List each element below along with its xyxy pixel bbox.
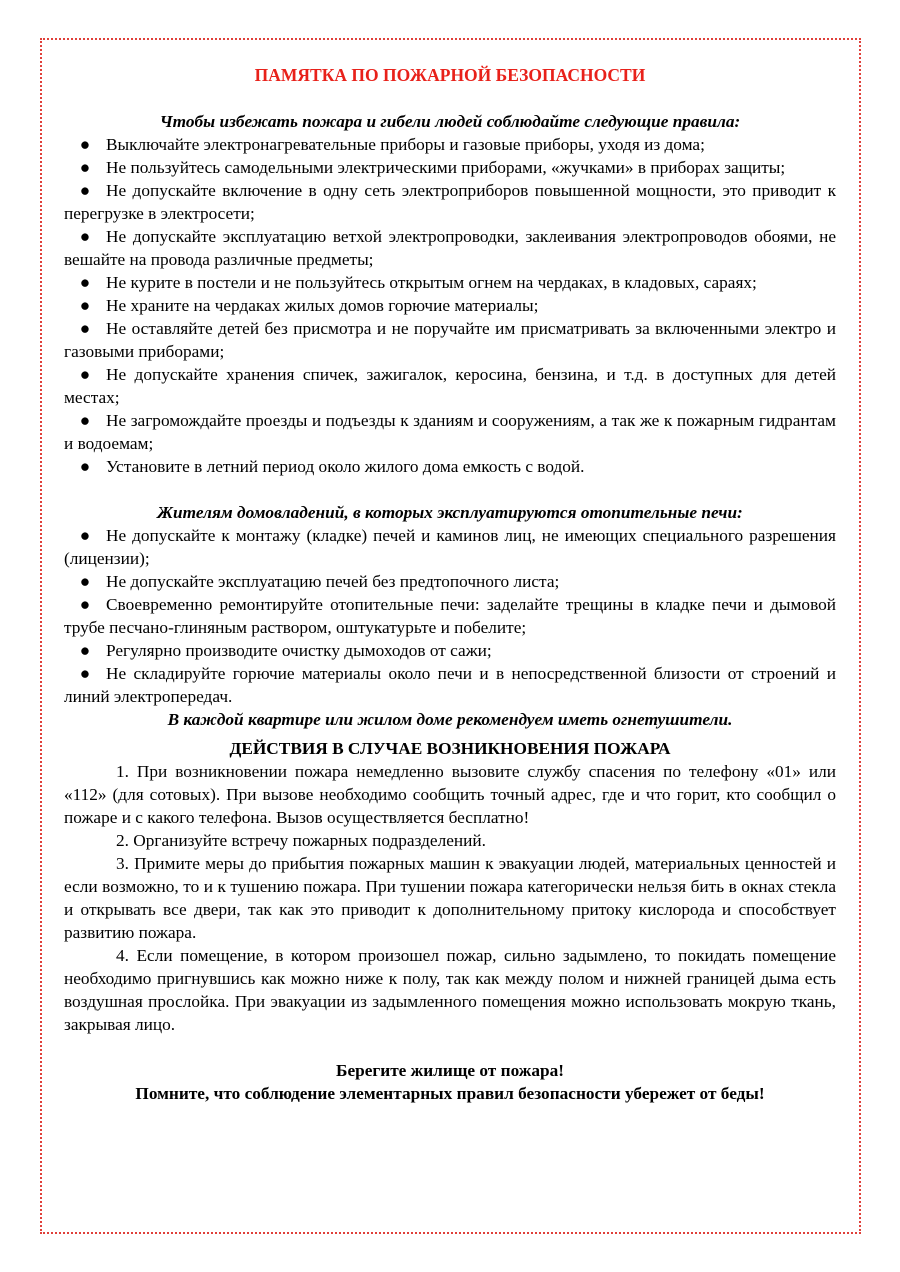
rule-text: Установите в летний период около жилого дома емкость с водой.	[106, 457, 585, 476]
bullet-icon: ●	[79, 572, 91, 591]
rule-item	[64, 156, 836, 179]
rule-text: Выключайте электронагревательные приборы и газовые приборы, уходя из дома;	[106, 135, 705, 154]
rule-text: Регулярно производите очистку дымоходов от сажи;	[106, 641, 492, 660]
rule-item	[64, 570, 836, 593]
rule-item	[64, 225, 836, 271]
bullet-icon: ●	[79, 158, 91, 177]
bullet-icon: ●	[79, 526, 91, 545]
rule-item	[64, 662, 836, 708]
rule-item	[64, 524, 836, 570]
rule-item	[64, 409, 836, 455]
bullet-icon: ●	[79, 664, 91, 683]
closing-line-1: Берегите жилище от пожара!	[336, 1061, 564, 1080]
bullet-icon: ●	[79, 181, 91, 200]
rule-item	[64, 317, 836, 363]
bullet-icon: ●	[79, 365, 91, 384]
section-rules-heading: Чтобы избежать пожара и гибели людей соблюдайте следующие правила:	[159, 112, 741, 131]
bullet-icon: ●	[79, 595, 91, 614]
rule-item	[64, 271, 836, 294]
rule-text: Не складируйте горючие материалы около печи и в непосредственной близости от строений и линий электропередач.	[64, 664, 836, 706]
extinguisher-note: В каждой квартире или жилом доме рекомендуем иметь огнетушители.	[167, 710, 733, 729]
rule-text: Не допускайте к монтажу (кладке) печей и каминов лиц, не имеющих специального разрешения (лицензии);	[64, 526, 836, 568]
bullet-icon: ●	[79, 641, 91, 660]
bullet-icon: ●	[79, 227, 91, 246]
rule-text: Не допускайте эксплуатацию печей без предтопочного листа;	[106, 572, 560, 591]
action-paragraph: 1. При возникновении пожара немедленно вызовите службу спасения по телефону «01» или «112» (для сотовых). При вызове необходимо сообщить точный адрес, где и что горит, кто сообщил о пожаре и с какого телефона. Вызов осуществляется бесплатно!	[64, 762, 836, 827]
rule-text: Не храните на чердаках жилых домов горючие материалы;	[106, 296, 539, 315]
fire-actions-list	[64, 760, 836, 1036]
rule-item	[64, 179, 836, 225]
rule-text: Не допускайте включение в одну сеть электроприборов повышенной мощности, это приводит к перегрузке в электросети;	[64, 181, 836, 223]
bullet-icon: ●	[79, 273, 91, 292]
rule-item	[64, 294, 836, 317]
memo-document	[64, 60, 836, 1105]
fire-actions-heading: ДЕЙСТВИЯ В СЛУЧАЕ ВОЗНИКНОВЕНИЯ ПОЖАРА	[229, 739, 671, 758]
stove-rules-list	[64, 524, 836, 708]
rule-text: Не курите в постели и не пользуйтесь открытым огнем на чердаках, в кладовых, сараях;	[106, 273, 757, 292]
bullet-icon: ●	[79, 411, 91, 430]
bullet-icon: ●	[79, 319, 91, 338]
bullet-icon: ●	[79, 296, 91, 315]
bullet-icon: ●	[79, 135, 91, 154]
bullet-icon: ●	[79, 457, 91, 476]
closing-line-2: Помните, что соблюдение элементарных правил безопасности убережет от беды!	[135, 1084, 765, 1103]
rule-item	[64, 593, 836, 639]
rule-text: Не загромождайте проезды и подъезды к зданиям и сооружениям, а так же к пожарным гидрантам и водоемам;	[64, 411, 836, 453]
rule-item	[64, 455, 836, 478]
rule-text: Не оставляйте детей без присмотра и не поручайте им присматривать за включенными электро и газовыми приборами;	[64, 319, 836, 361]
action-paragraph: 2. Организуйте встречу пожарных подразделений.	[116, 831, 486, 850]
section-stoves-heading: Жителям домовладений, в которых эксплуатируются отопительные печи:	[157, 503, 743, 522]
rule-item	[64, 133, 836, 156]
rule-text: Не допускайте эксплуатацию ветхой электропроводки, заклеивания электропроводов обоями, не вешайте на провода различные предметы;	[64, 227, 836, 269]
general-rules-list	[64, 133, 836, 478]
rule-text: Не пользуйтесь самодельными электрическими приборами, «жучками» в приборах защиты;	[106, 158, 786, 177]
rule-text: Своевременно ремонтируйте отопительные печи: заделайте трещины в кладке печи и дымовой трубе песчано-глиняным раствором, оштукатурьте и побелите;	[64, 595, 836, 637]
page-title: ПАМЯТКА ПО ПОЖАРНОЙ БЕЗОПАСНОСТИ	[254, 65, 646, 85]
rule-item	[64, 363, 836, 409]
rule-item	[64, 639, 836, 662]
action-paragraph: 4. Если помещение, в котором произошел пожар, сильно задымлено, то покидать помещение необходимо пригнувшись как можно ниже к полу, так как между полом и нижней границей дыма есть воздушная прослойка. При эвакуации из задымленного помещения можно использовать мокрую ткань, закрывая лицо.	[64, 946, 836, 1034]
rule-text: Не допускайте хранения спичек, зажигалок, керосина, бензина, и т.д. в доступных для детей местах;	[64, 365, 836, 407]
action-paragraph: 3. Примите меры до прибытия пожарных машин к эвакуации людей, материальных ценностей и если возможно, то и к тушению пожара. При тушении пожара категорически нельзя бить в окнах стекла и открывать все двери, так как это приводит к дополнительному притоку кислорода и способствует развитию пожара.	[64, 854, 836, 942]
